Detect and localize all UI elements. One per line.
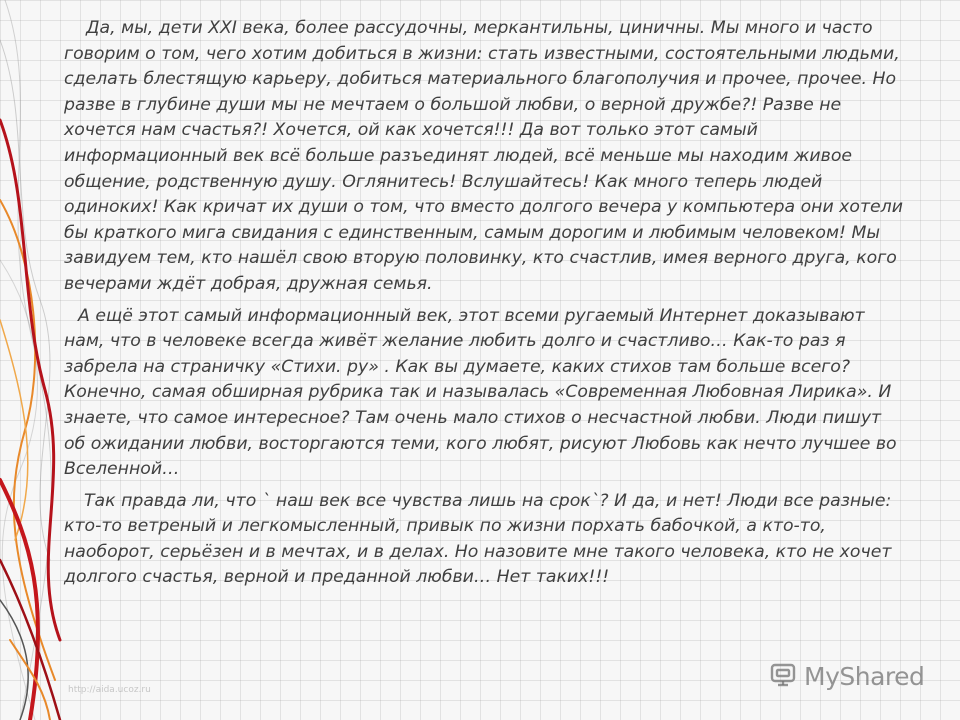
slide-body-text <box>64 16 904 597</box>
decorative-ribbon-border <box>0 0 70 720</box>
watermark-url: http://aida.ucoz.ru <box>68 685 151 695</box>
paragraph-1: Да, мы, дети XXI века, более рассудочны, меркантильны, циничны. Мы много и часто говорим о том, чего хотим добиться в жизни: стать известными, состоятельными людьми, сделать блестящую карьеру, добиться материального благополучия и прочее, прочее. Но разве в глубине души мы не мечтаем о большой любви, о верной дружбе?! Разве не хочется нам счастья?! Хочется, ой как хочется!!! Да вот только этот самый информационный век всё больше разъединят людей, всё меньше мы находим живое общение, родственную душу. Оглянитесь! Вслушайтесь! Как много теперь людей одиноких! Как кричат их души о том, что вместо долгого вечера у компьютера они хотели бы краткого мига свидания с единственным, самым дорогим и любимым человеком! Мы завидуем тем, кто нашёл свою вторую половинку, кто счастлив, имея верного друга, кого вечерами ждёт добрая, дружная семья. <box>64 18 903 294</box>
myshared-logo-icon <box>768 661 798 691</box>
brand-name: MyShared <box>804 661 925 691</box>
myshared-brand[interactable] <box>768 656 938 696</box>
ribbon-gray-1 <box>0 40 50 560</box>
paragraph-3: Так правда ли, что ` наш век все чувства лишь на срок`? И да, и нет! Люди все разные: кто-то ветреный и легкомысленный, привык по жизни порхать бабочкой, а кто-то, наоборот, серьёзен и в мечтах, и в делах. Но назовите мне такого человека, кто не хочет долгого счастья, верной и преданной любви… Нет таких!!! <box>64 490 892 588</box>
paragraph-2: А ещё этот самый информационный век, этот всеми ругаемый Интернет доказывают нам, что в человеке всегда живёт желание любить долго и счастливо… Как-то раз я забрела на страничку «Стихи. ру» . Как вы думаете, каких стихов там больше всего? Конечно, самая обширная рубрика так и называлась «Современная Любовная Лирика». И знаете, что самое интересное? Там очень мало стихов о несчастной любви. Люди пишут об ожидании любви, восторгаются теми, кого любят, рисуют Любовь как нечто лучшее во Вселенной… <box>64 305 897 480</box>
